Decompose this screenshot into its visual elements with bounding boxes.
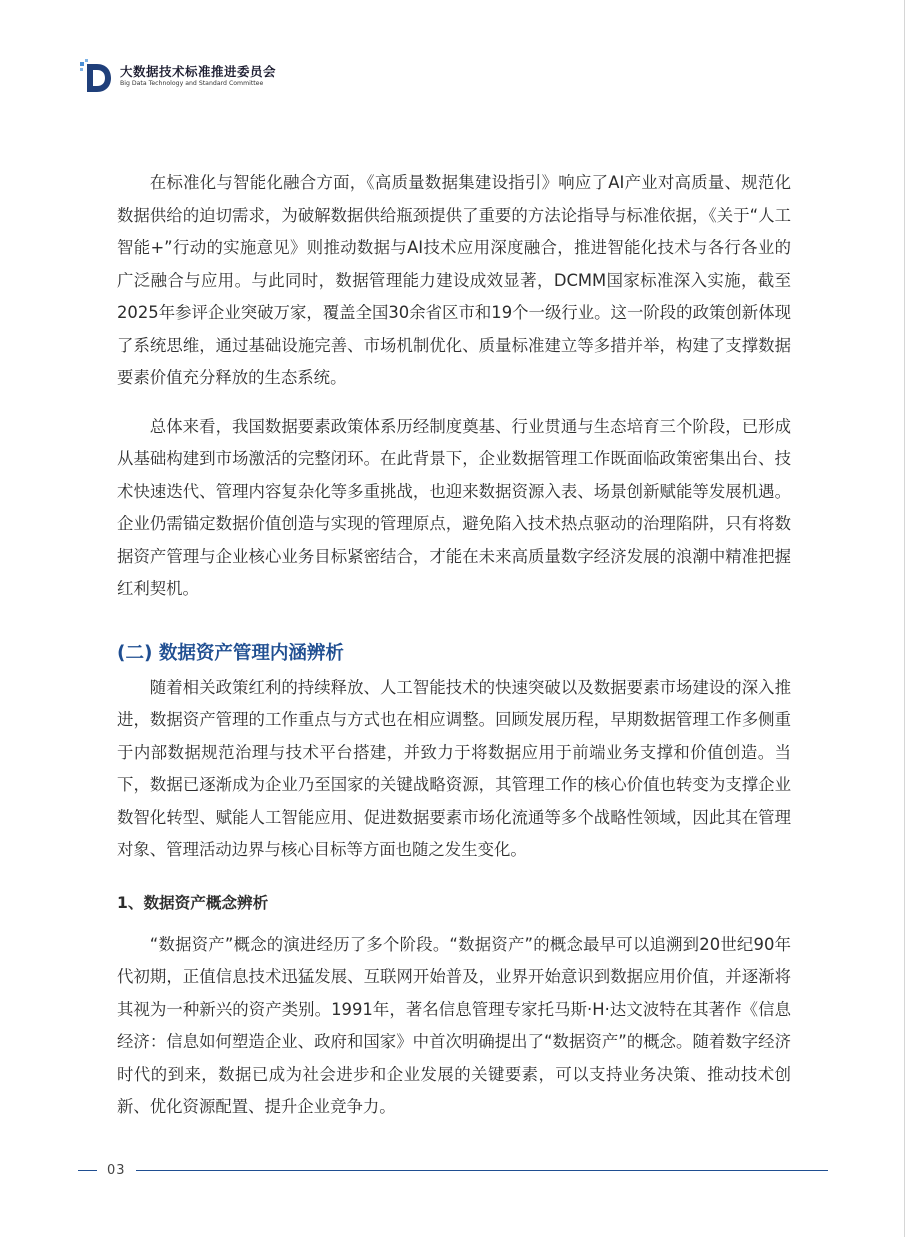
main-content	[117, 167, 791, 1124]
footer-rule-left	[78, 1170, 97, 1171]
body-paragraph: 在标准化与智能化融合方面，《高质量数据集建设指引》响应了AI产业对高质量、规范化数据供给的迫切需求，为破解数据供给瓶颈提供了重要的方法论指导与标准依据，《关于“人工智能+”行动的实施意见》则推动数据与AI技术应用深度融合，推进智能化技术与各行各业的广泛融合与应用。与此同时，数据管理能力建设成效显著，DCMM国家标准深入实施，截至2025年参评企业突破万家，覆盖全国30余省区市和19个一级行业。这一阶段的政策创新体现了系统思维，通过基础设施完善、市场机制优化、质量标准建立等多措并举，构建了支撑数据要素价值充分释放的生态系统。	[117, 173, 791, 387]
page-number: 03	[107, 1162, 126, 1178]
body-paragraph: “数据资产”概念的演进经历了多个阶段。“数据资产”的概念最早可以追溯到20世纪90年代初期，正值信息技术迅猛发展、互联网开始普及，业界开始意识到数据应用价值，并逐渐将其视为一种新兴的资产类别。1991年，著名信息管理专家托马斯·H·达文波特在其著作《信息经济：信息如何塑造企业、政府和国家》中首次明确提出了“数据资产”的概念。随着数字经济时代的到来，数据已成为社会进步和企业发展的关键要素，可以支持业务决策、推动技术创新、优化资源配置、提升企业竞争力。	[117, 934, 791, 1116]
body-paragraph: 随着相关政策红利的持续释放、人工智能技术的快速突破以及数据要素市场建设的深入推进，数据资产管理的工作重点与方式也在相应调整。回顾发展历程，早期数据管理工作多侧重于内部数据规范治理与技术平台搭建，并致力于将数据应用于前端业务支撑和价值创造。当下，数据已逐渐成为企业乃至国家的关键战略资源，其管理工作的核心价值也转变为支撑企业数智化转型、赋能人工智能应用、促进数据要素市场化流通等多个战略性领域，因此其在管理对象、管理活动边界与核心目标等方面也随之发生变化。	[117, 677, 791, 859]
org-name-cn: 大数据技术标准推进委员会	[120, 64, 277, 79]
page-footer	[78, 1158, 828, 1182]
section-heading: (二) 数据资产管理内涵辨析	[117, 642, 344, 664]
subsection-heading: 1、数据资产概念辨析	[117, 893, 269, 912]
body-paragraph: 总体来看，我国数据要素政策体系历经制度奠基、行业贯通与生态培育三个阶段，已形成从基础构建到市场激活的完整闭环。在此背景下，企业数据管理工作既面临政策密集出台、技术快速迭代、管理内容复杂化等多重挑战，也迎来数据资源入表、场景创新赋能等发展机遇。企业仍需锚定数据价值创造与实现的管理原点，避免陷入技术热点驱动的治理陷阱，只有将数据资产管理与企业核心业务目标紧密结合，才能在未来高质量数字经济发展的浪潮中精准把握红利契机。	[117, 416, 791, 598]
footer-rule-right	[136, 1170, 828, 1171]
org-name	[120, 64, 276, 88]
org-name-en: Big Data Technology and Standard Committee	[120, 80, 264, 87]
bd-logo-icon	[78, 58, 114, 94]
page-header	[78, 58, 276, 94]
